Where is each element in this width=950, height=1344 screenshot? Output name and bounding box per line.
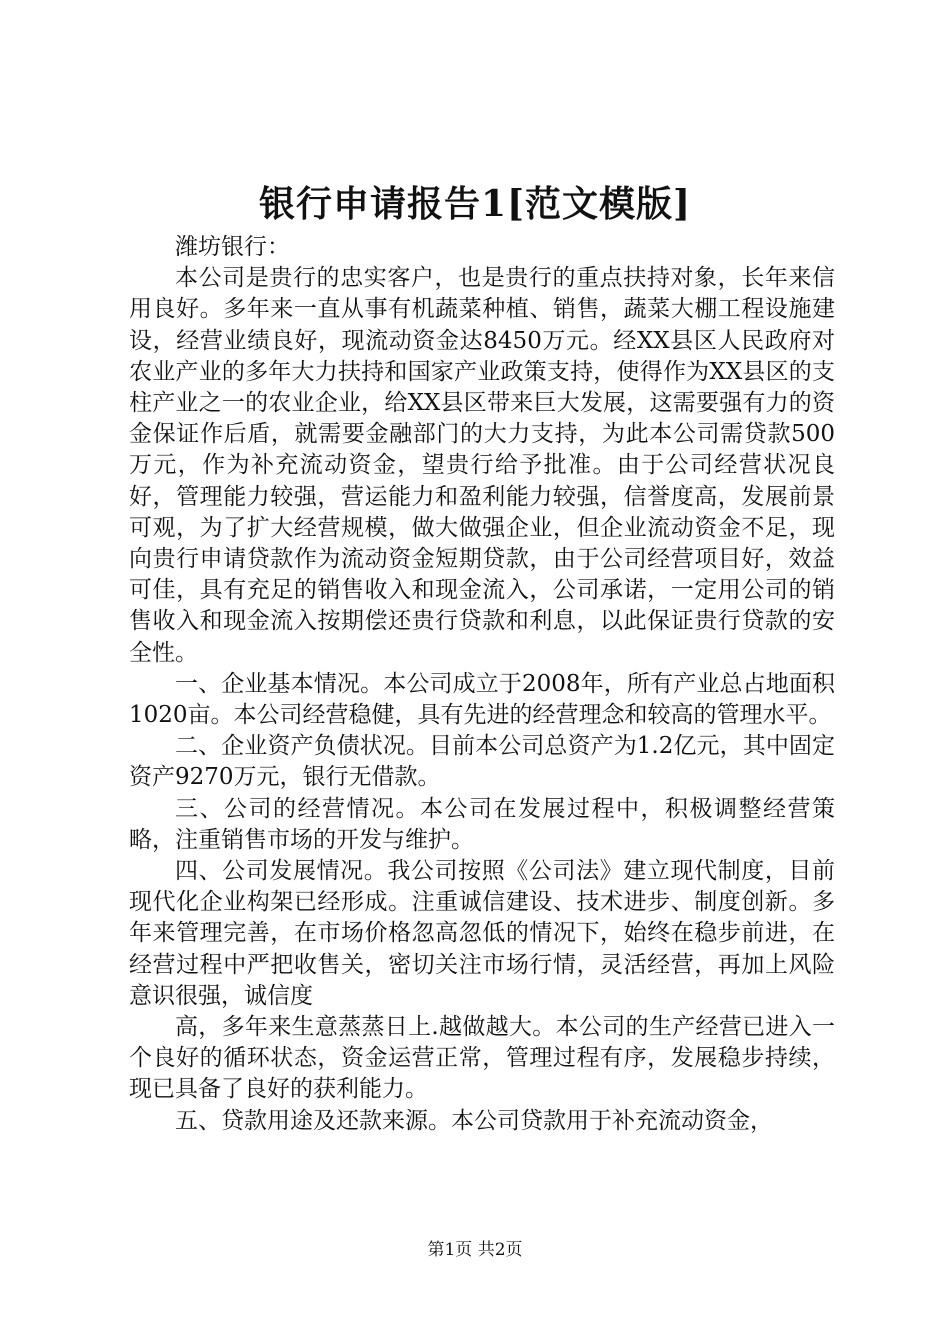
page-indicator: 第1页 共2页 — [427, 1240, 523, 1260]
paragraph-section-1: 一、企业基本情况。本公司成立于2008年，所有产业总占地面积1020亩。本公司经营稳健，具有先进的经营理念和较高的管理水平。 — [129, 670, 835, 729]
paragraph-section-4: 四、公司发展情况。我公司按照《公司法》建立现代制度，目前现代化企业构架已经形成。注重诚信建设、技术进步、制度创新。多年来管理完善，在市场价格忽高忽低的情况下，始终在稳步前进，在经营过程中严把收售关，密切关注市场行情，灵活经营，再加上风险意识很强，诚信度 — [129, 858, 835, 1009]
paragraph-section-4-continued: 高，多年来生意蒸蒸日上.越做越大。本公司的生产经营已进入一个良好的循环状态，资金运营正常，管理过程有序，发展稳步持续，现已具备了良好的获利能力。 — [129, 1014, 835, 1103]
paragraph-section-5: 五、贷款用途及还款来源。本公司贷款用于补充流动资金， — [175, 1107, 773, 1134]
salutation: 潍坊银行： — [175, 234, 290, 260]
document-title: 银行申请报告1[范文模版] — [258, 183, 692, 225]
paragraph-section-2: 二、企业资产负债状况。目前本公司总资产为1.2亿元，其中固定资产9270万元，银行无借款。 — [129, 733, 835, 791]
paragraph-intro: 本公司是贵行的忠实客户，也是贵行的重点扶持对象，长年来信用良好。多年来一直从事有机蔬菜种植、销售，蔬菜大棚工程设施建设，经营业绩良好，现流动资金达8450万元。经XX县区人民政府对农业产业的多年大力扶持和国家产业政策支持，使得作为XX县区的支柱产业之一的农业企业，给XX县区带来巨大发展，这需要强有力的资金保证作后盾，就需要金融部门的大力支持，为此本公司需贷款500万元，作为补充流动资金，望贵行给予批准。由于公司经营状况良好，管理能力较强，营运能力和盈利能力较强，信誉度高，发展前景可观，为了扩大经营规模，做大做强企业，但企业流动资金不足，现向贵行申请贷款作为流动资金短期贷款，由于公司经营项目好，效益可佳，具有充足的销售收入和现金流入，公司承诺，一定用公司的销售收入和现金流入按期偿还贵行贷款和利息，以此保证贵行贷款的安全性。 — [129, 265, 835, 666]
document-body — [129, 232, 835, 1137]
paragraph-section-3: 三、公司的经营情况。本公司在发展过程中，积极调整经营策略，注重销售市场的开发与维护。 — [129, 795, 835, 853]
